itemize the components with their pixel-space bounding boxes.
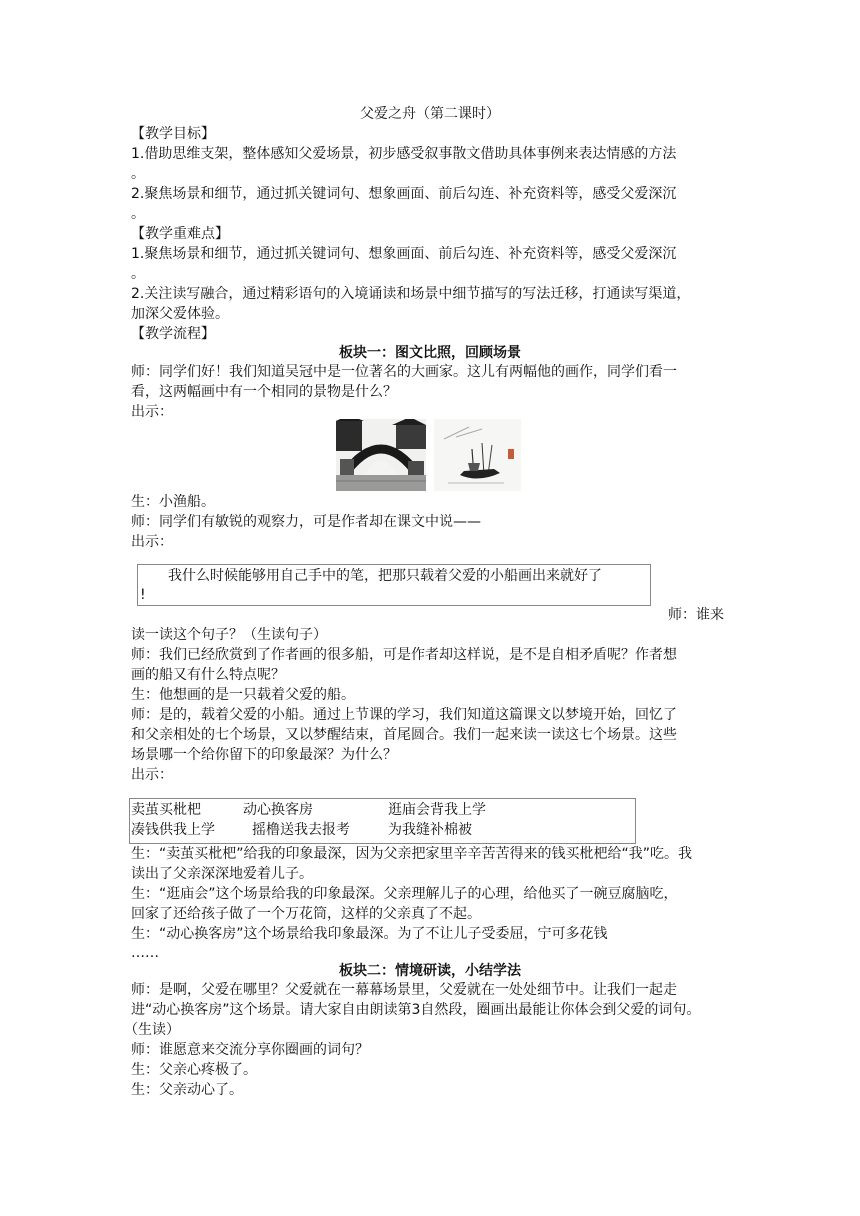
scene-item: 动心换客房	[243, 802, 313, 818]
paragraph-line: ……	[131, 945, 159, 961]
paragraph-line: 场景哪一个给你留下的印象最深？为什么？	[131, 747, 397, 763]
key-point-2-line-2: 加深父爱体验。	[131, 306, 229, 322]
paragraph-line: 师：谁来	[668, 607, 724, 623]
paragraph-line: 师：同学们好！我们知道吴冠中是一位著名的大画家。这儿有两幅他的画作，同学们看一	[131, 364, 677, 380]
paragraph-line: 师：同学们有敏锐的观察力，可是作者却在课文中说——	[131, 514, 481, 530]
key-point-1-line-1: 1.聚焦场景和细节，通过抓关键词句、想象画面、前后勾连、补充资料等，感受父爱深沉	[131, 246, 677, 262]
paragraph-line: 生：“动心换客房”这个场景给我印象最深。为了不让儿子受委屈，宁可多花钱	[131, 926, 608, 942]
scene-item: 逛庙会背我上学	[388, 802, 486, 818]
paragraph-line: 生：他想画的是一只载着父爱的船。	[131, 687, 355, 703]
paragraph-line: 生：小渔船。	[131, 494, 215, 510]
paragraph-line: 师：是啊，父爱在哪里？父爱就在一幕幕场景里，父爱就在一处处细节中。让我们一起走	[131, 982, 677, 998]
paragraph-line: 生：“卖茧买枇杷”给我的印象最深，因为父亲把家里辛辛苦苦得来的钱买枇杷给“我”吃。我	[131, 846, 693, 862]
quote-box	[137, 564, 651, 606]
paragraph-line: 师：是的，载着父爱的小船。通过上节课的学习，我们知道这篇课文以梦境开始，回忆了	[131, 707, 677, 723]
paragraph-line: 进“动心换客房”这个场景。请大家自由朗读第3自然段，圈画出最能让你体会到父爱的词句。	[131, 1002, 701, 1018]
document-title: 父爱之舟（第二课时）	[360, 106, 500, 122]
quote-line: !	[140, 587, 146, 603]
ink-painting-bridge	[336, 419, 426, 491]
objective-1-line-2: 。	[131, 166, 145, 182]
objective-1-line-1: 1.借助思维支架，整体感知父爱场景，初步感受叙事散文借助具体事例来表达情感的方法	[131, 146, 677, 162]
key-point-2-line-1: 2.关注读写融合，通过精彩语句的入境诵读和场景中细节描写的写法迁移，打通读写渠道，	[131, 286, 691, 302]
scene-item: 摇橹送我去报考	[252, 822, 350, 838]
scene-item: 为我缝补棉被	[388, 822, 472, 838]
process-heading: 【教学流程】	[131, 326, 215, 342]
paragraph-line: 出示：	[131, 767, 173, 783]
objective-2-line-1: 2.聚焦场景和细节，通过抓关键词句、想象画面、前后勾连、补充资料等，感受父爱深沉	[131, 186, 677, 202]
scene-item: 凑钱供我上学	[131, 822, 215, 838]
block-1-heading: 板块一：图文比照，回顾场景	[339, 345, 521, 361]
paragraph-line: 出示：	[131, 404, 173, 420]
key-point-1-line-2: 。	[131, 266, 145, 282]
objectives-heading: 【教学目标】	[131, 126, 215, 142]
paragraph-line: 看，这两幅画中有一个相同的景物是什么？	[131, 384, 397, 400]
paragraph-line: 回家了还给孩子做了一个万花筒，这样的父亲真了不起。	[131, 906, 481, 922]
scene-item: 卖茧买枇杷	[131, 802, 201, 818]
paragraph-line: 师：我们已经欣赏到了作者画的很多船，可是作者却这样说，是不是自相矛盾呢？作者想	[131, 647, 677, 663]
paragraph-line: 生：父亲动心了。	[131, 1082, 243, 1098]
paragraph-line: （生读）	[124, 1022, 180, 1038]
paragraph-line: 和父亲相处的七个场景，又以梦醒结束，首尾圆合。我们一起来读一读这七个场景。这些	[131, 727, 677, 743]
paragraph-line: 生：“逛庙会”这个场景给我的印象最深。父亲理解儿子的心理，给他买了一碗豆腐脑吃，	[131, 886, 678, 902]
paragraph-line: 出示：	[131, 534, 173, 550]
paragraph-line: 读出了父亲深深地爱着儿子。	[131, 866, 313, 882]
objective-2-line-2: 。	[131, 206, 145, 222]
ink-painting-fishing-boat	[434, 419, 521, 491]
paragraph-line: 师：谁愿意来交流分享你圈画的词句？	[131, 1042, 369, 1058]
paragraph-line: 生：父亲心疼极了。	[131, 1062, 257, 1078]
block-2-heading: 板块二：情境研读，小结学法	[339, 963, 521, 979]
scene-list-box	[129, 798, 636, 844]
paragraph-line: 读一读这个句子？（生读句子）	[131, 627, 327, 643]
key-points-heading: 【教学重难点】	[131, 226, 229, 242]
quote-line: 我什么时候能够用自己手中的笔，把那只载着父爱的小船画出来就好了	[168, 568, 602, 584]
paragraph-line: 画的船又有什么特点呢？	[131, 667, 285, 683]
